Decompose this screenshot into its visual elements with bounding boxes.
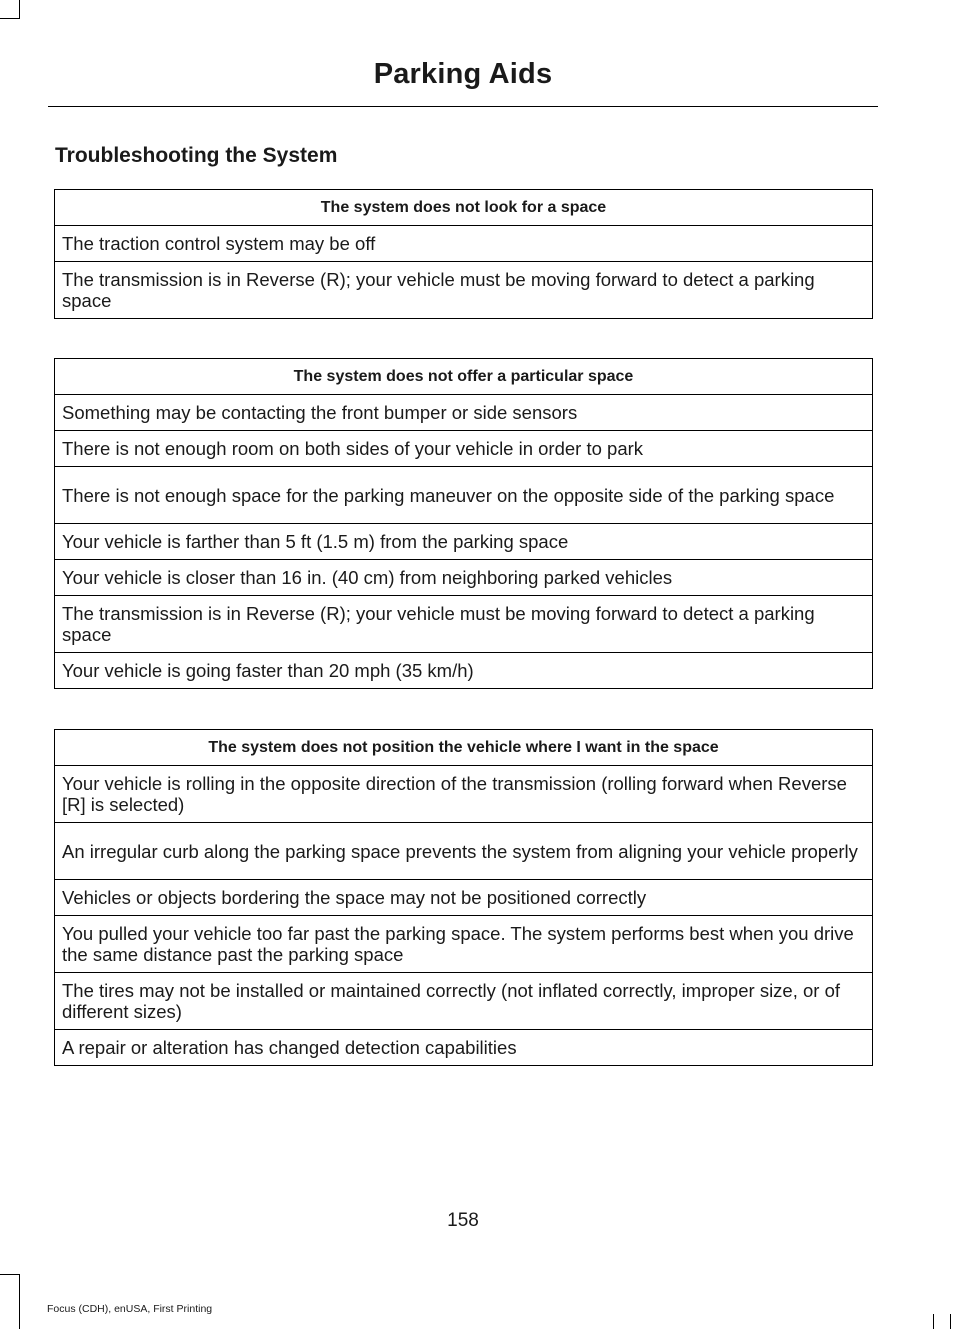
table-cell: Your vehicle is going faster than 20 mph (35 km/h): [55, 653, 873, 689]
page-title: Parking Aids: [373, 58, 553, 90]
table-header-row: [55, 730, 873, 766]
table-cell: The traction control system may be off: [55, 226, 873, 262]
troubleshooting-table-no-offer: [54, 358, 873, 689]
crop-mark-top-left-horizontal: [0, 18, 20, 19]
table-cell: The tires may not be installed or maintained correctly (not inflated correctly, improper size, or of different sizes): [55, 973, 873, 1030]
table-cell: Your vehicle is farther than 5 ft (1.5 m) from the parking space: [55, 524, 873, 560]
table-row: [55, 226, 873, 262]
edition-footer: Focus (CDH), enUSA, First Printing: [47, 1303, 213, 1315]
table-cell: There is not enough space for the parking maneuver on the opposite side of the parking space: [55, 467, 873, 524]
crop-mark-bottom-right-vertical-outer: [950, 1314, 951, 1329]
table-row: [55, 823, 873, 880]
table-row: [55, 395, 873, 431]
table-row: [55, 880, 873, 916]
table-header-row: [55, 359, 873, 395]
table-row: [55, 524, 873, 560]
table-cell: Something may be contacting the front bumper or side sensors: [55, 395, 873, 431]
table-cell: The transmission is in Reverse (R); your vehicle must be moving forward to detect a parking space: [55, 262, 873, 319]
table-row: [55, 653, 873, 689]
table-row: [55, 766, 873, 823]
table-row: [55, 560, 873, 596]
table-row: [55, 916, 873, 973]
crop-mark-bottom-left-horizontal: [0, 1274, 19, 1275]
header-divider: [48, 106, 878, 107]
table-cell: You pulled your vehicle too far past the parking space. The system performs best when you drive the same distance past the parking space: [55, 916, 873, 973]
table-cell: Your vehicle is rolling in the opposite direction of the transmission (rolling forward when Reverse [R] is selected): [55, 766, 873, 823]
table-row: [55, 596, 873, 653]
table-row: [55, 467, 873, 524]
table-cell: The transmission is in Reverse (R); your vehicle must be moving forward to detect a parking space: [55, 596, 873, 653]
table-cell: An irregular curb along the parking space prevents the system from aligning your vehicle properly: [55, 823, 873, 880]
troubleshooting-table-no-search: [54, 189, 873, 319]
table-row: [55, 431, 873, 467]
table-cell: Vehicles or objects bordering the space may not be positioned correctly: [55, 880, 873, 916]
crop-mark-bottom-left-vertical: [19, 1274, 20, 1329]
table-heading: The system does not look for a space: [55, 190, 873, 226]
table-cell: Your vehicle is closer than 16 in. (40 cm) from neighboring parked vehicles: [55, 560, 873, 596]
crop-mark-bottom-right-vertical-inner: [933, 1314, 934, 1329]
table-cell: There is not enough room on both sides of your vehicle in order to park: [55, 431, 873, 467]
section-title: Troubleshooting the System: [55, 144, 338, 167]
table-heading: The system does not position the vehicle where I want in the space: [55, 730, 873, 766]
crop-mark-top-left-vertical: [19, 0, 20, 18]
table-heading: The system does not offer a particular space: [55, 359, 873, 395]
table-row: [55, 973, 873, 1030]
table-row: [55, 1030, 873, 1066]
table-header-row: [55, 190, 873, 226]
table-cell: A repair or alteration has changed detection capabilities: [55, 1030, 873, 1066]
page-number: 158: [447, 1210, 479, 1231]
troubleshooting-table-position: [54, 729, 873, 1066]
table-row: [55, 262, 873, 319]
